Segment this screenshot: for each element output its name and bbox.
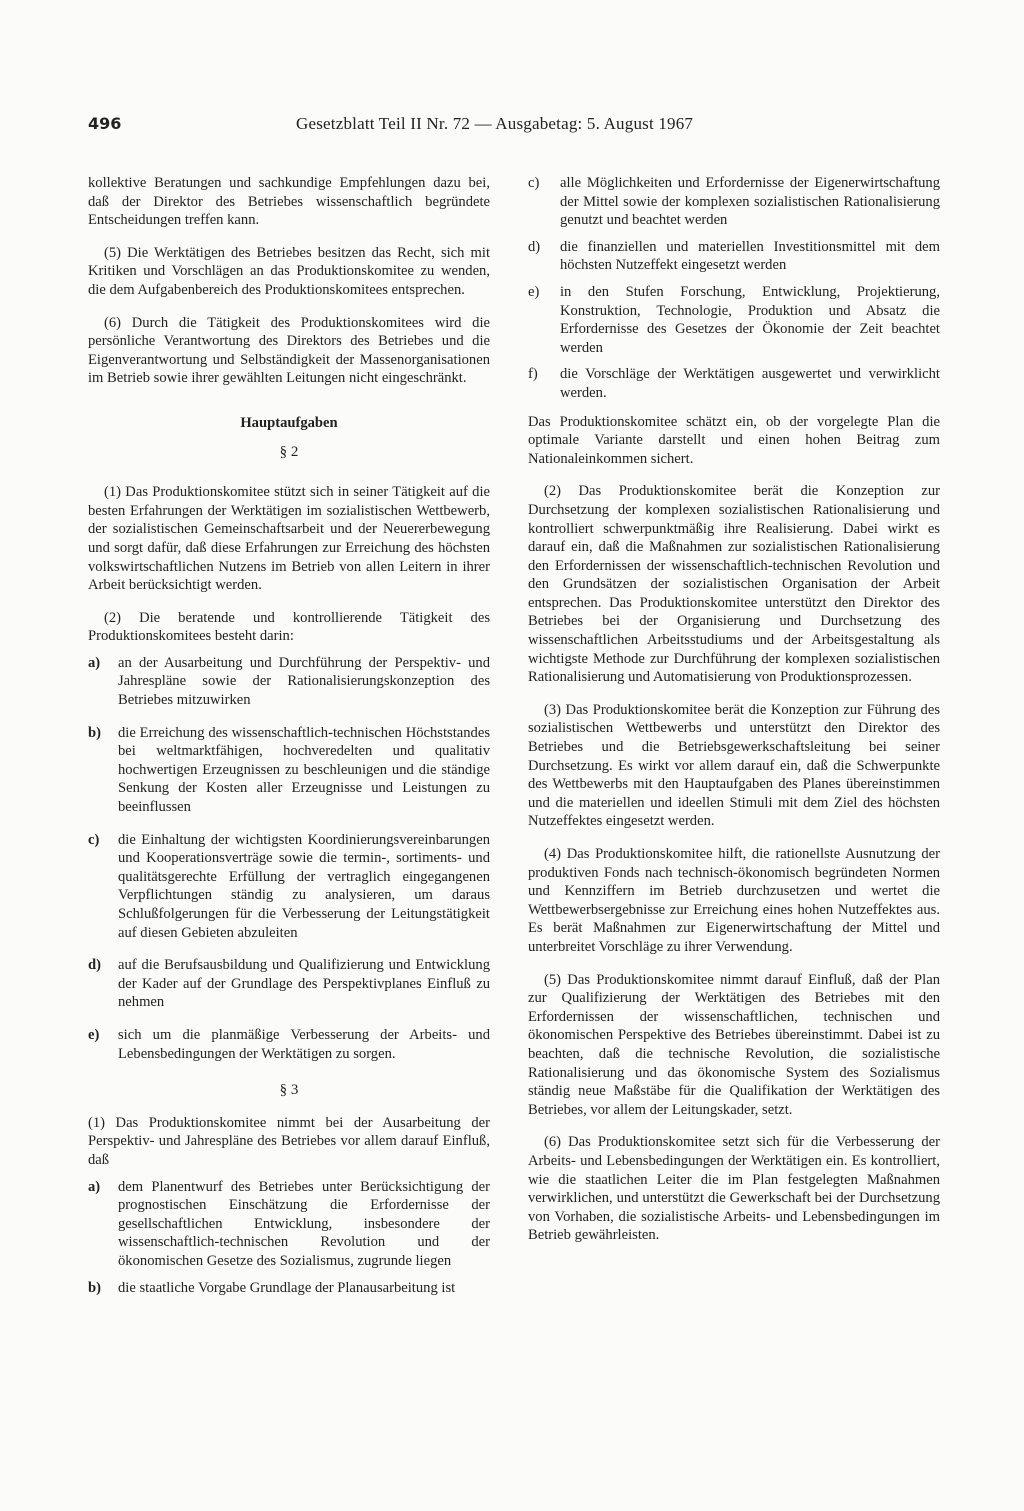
page-header	[88, 114, 938, 142]
list-item	[88, 1279, 490, 1298]
list-item-text: die finanziellen und materiellen Investitionsmittel mit dem höchsten Nutzeffekt eingesetzt werden	[560, 238, 940, 274]
paragraph-3-5: (5) Das Produktionskomitee nimmt darauf Einfluß, daß der Plan zur Qualifizierung der Werktätigen des Betriebes mit den Erfordernissen der wissenschaftlichen, technischen und ökonomischen Perspektive des Betriebes übereinstimmt. Dabei ist zu beachten, daß die technische Revolution, die sozialistische Rationalisierung und das ökonomische System des Sozialismus ständig neue Maßstäbe für die Qualifikation der Werktätigen des Betriebes, vor allem der Leitungskader, setzt.	[528, 971, 940, 1118]
list-item	[88, 1178, 490, 1271]
paragraph-3-2: (2) Das Produktionskomitee berät die Konzeption zur Durchsetzung der komplexen sozialistischen Rationalisierung und kontrolliert schwerpunktmäßig ihre Realisierung. Dabei wirkt es darauf ein, daß die Maßnahmen zur sozialistischen Rationalisierung den Erfordernissen der wissenschaftlich-technischen Revolution und den Grundsätzen der sozialistischen Organisation der Arbeit entsprechen. Das Produktionskomitee unterstützt den Direktor des Betriebes bei der Organisierung und Durchsetzung des wissenschaftlichen Arbeitsstudiums und der Arbeitsgestaltung als wichtigste Methode zur Durchführung der komplexen sozialistischen Rationalisierung und Automatisierung von Produktionsprozessen.	[528, 483, 940, 686]
paragraph-2-1: (1) Das Produktionskomitee stützt sich in seiner Tätigkeit auf die besten Erfahrungen der Werktätigen im sozialistischen Wettbewerb, der sozialistischen Gemeinschaftsarbeit und der Neuererbewegung und sorgt dafür, daß diese Erfahrungen zur Erreichung des höchsten volkswirtschaftlichen Nutzens im Betrieb von allen Leitern in ihrer Arbeit berücksichtigt werden.	[88, 484, 490, 594]
list-item-text: sich um die planmäßige Verbesserung der Arbeits- und Lebensbedingungen der Werktätigen zu sorgen.	[118, 1026, 490, 1062]
right-column	[528, 174, 940, 1245]
list-item-label: c)	[88, 831, 100, 848]
list-item-text: die Einhaltung der wichtigsten Koordinierungsvereinbarungen und Kooperationsverträge sowie die termin-, sortiments- und qualitätsgerechte Erfüllung der vertraglich eingegangenen Verpflichtungen ständig zu analysieren, um daraus Schlußfolgerungen für die Verbesserung der Leitungstätigkeit auf diesen Gebieten abzuleiten	[118, 831, 490, 941]
paragraph-1-5: (5) Die Werktätigen des Betriebes besitzen das Recht, sich mit Kritiken und Vorschlägen an das Produktionskomitee zu wenden, die dem Aufgabenbereich des Produktionskomitees entsprechen.	[88, 244, 490, 298]
list-item	[528, 365, 940, 402]
left-column	[88, 174, 490, 1297]
paragraph-3-1: (1) Das Produktionskomitee nimmt bei der Ausarbeitung der Perspektiv- und Jahrespläne des Betriebes vor allem darauf Einfluß, daß	[88, 1114, 490, 1168]
list-item-label: b)	[88, 1279, 101, 1296]
list-item	[88, 1026, 490, 1063]
list-item-text: die Vorschläge der Werktätigen ausgewertet und verwirklicht werden.	[560, 366, 940, 401]
list-item-text: die staatliche Vorgabe Grundlage der Planausarbeitung ist	[118, 1279, 456, 1296]
list-item-label: a)	[88, 1178, 101, 1195]
list-item-label: d)	[88, 957, 101, 974]
list-item-text: alle Möglichkeiten und Erfordernisse der Eigenerwirtschaftung der Mittel sowie der komplexen sozialistischen Rationalisierung genutzt und beachtet werden	[560, 175, 940, 229]
paragraph-1-6: (6) Durch die Tätigkeit des Produktionskomitees wird die persönliche Verantwortung des Direktors des Betriebes und die Eigenverantwortung und Selbständigkeit der Massenorganisationen im Betrieb sowie ihrer gewählten Leitungen nicht eingeschränkt.	[88, 314, 490, 387]
list-item	[88, 956, 490, 1012]
list-item	[528, 238, 940, 275]
list-item-text: auf die Berufsausbildung und Qualifizierung und Entwicklung der Kader auf der Grundlage des Perspektivplanes Einfluß zu nehmen	[118, 957, 490, 1011]
paragraph-3-3: (3) Das Produktionskomitee berät die Konzeption zur Führung des sozialistischen Wettbewerbs und unterstützt den Direktor des Betriebes und die Betriebsgewerkschaftsleitung bei seiner Durchsetzung. Es wirkt vor allem darauf ein, daß die Schwerpunkte des Wettbewerbs mit den Hauptaufgaben des Planes übereinstimmen und die materiellen und ideellen Stimuli mit dem Ziel des höchsten Nutzeffektes eingesetzt werden.	[528, 701, 940, 830]
list-item-label: d)	[528, 238, 541, 255]
list-item-label: e)	[88, 1026, 100, 1043]
list-item-label: c)	[528, 175, 540, 191]
list-item-text: dem Planentwurf des Betriebes unter Berücksichtigung der prognostischen Einschätzung die Erfordernisse der gesellschaftlichen Entwicklung, insbesondere der wissenschaftlich-technischen Revolution und der ökonomischen Gesetze des Sozialismus, zugrunde liegen	[118, 1178, 490, 1269]
header-title: Gesetzblatt Teil II Nr. 72 — Ausgabetag: 5. August 1967	[296, 114, 694, 133]
list-item-label: f)	[528, 366, 538, 383]
section-2-title: § 2	[279, 443, 299, 460]
page-number: 496	[88, 114, 122, 133]
list-item	[88, 654, 490, 710]
summary-paragraph: Das Produktionskomitee schätzt ein, ob der vorgelegte Plan die optimale Variante darstellt und einen hohen Beitrag zum Nationaleinkommen sichert.	[528, 413, 940, 467]
list-item-label: e)	[528, 283, 540, 300]
list-item-text: die Erreichung des wissenschaftlich-technischen Höchststandes bei weltmarktfähigen, hochveredelten und qualitativ hochwertigen Erzeugnissen zu beschleunigen und die ständige Senkung der Kosten aller Erzeugnisse und Leistungen zu beeinflussen	[118, 724, 490, 816]
list-item	[88, 831, 490, 943]
list-item	[528, 283, 940, 357]
list-item	[88, 724, 490, 817]
section-heading: Hauptaufgaben	[240, 414, 338, 431]
intro-paragraph: kollektive Beratungen und sachkundige Empfehlungen dazu bei, daß der Direktor des Betriebes wissenschaftlich begründete Entscheidungen treffen kann.	[88, 175, 490, 229]
list-item	[528, 174, 940, 230]
list-item-text: in den Stufen Forschung, Entwicklung, Projektierung, Konstruktion, Technologie, Produktion und Absatz die Erfordernisse des Gesetzes der Ökonomie der Zeit beachtet werden	[560, 283, 940, 356]
list-item-label: b)	[88, 724, 101, 741]
paragraph-2-2: (2) Die beratende und kontrollierende Tätigkeit des Produktionskomitees besteht darin:	[88, 609, 490, 645]
paragraph-3-6: (6) Das Produktionskomitee setzt sich für die Verbesserung der Arbeits- und Lebensbedingungen der Werktätigen ein. Es kontrolliert, wie die staatlichen Leiter die im Plan festgelegten Maßnahmen verwirklichen, und unterstützt die Gewerkschaft bei der Durchsetzung von Vorhaben, die sozialistische Arbeits- und Lebensbedingungen im Betrieb gewährleisten.	[528, 1134, 940, 1244]
list-item-text: an der Ausarbeitung und Durchführung der Perspektiv- und Jahrespläne sowie der Rationalisierungskonzeption des Betriebes mitzuwirken	[118, 654, 490, 709]
section-3-title: § 3	[279, 1082, 299, 1099]
paragraph-3-4: (4) Das Produktionskomitee hilft, die rationellste Ausnutzung der produktiven Fonds nach technisch-ökonomisch begründeten Normen und Kennziffern im Betrieb durchzusetzen und wertet die Wettbewerbsergebnisse zur Erreichung eines hohen Nutzeffektes aus. Es berät Maßnahmen zur Eigenerwirtschaftung der Mittel und unterbreitet Vorschläge zu ihrer Verwendung.	[528, 846, 940, 955]
list-item-label: a)	[88, 654, 101, 671]
